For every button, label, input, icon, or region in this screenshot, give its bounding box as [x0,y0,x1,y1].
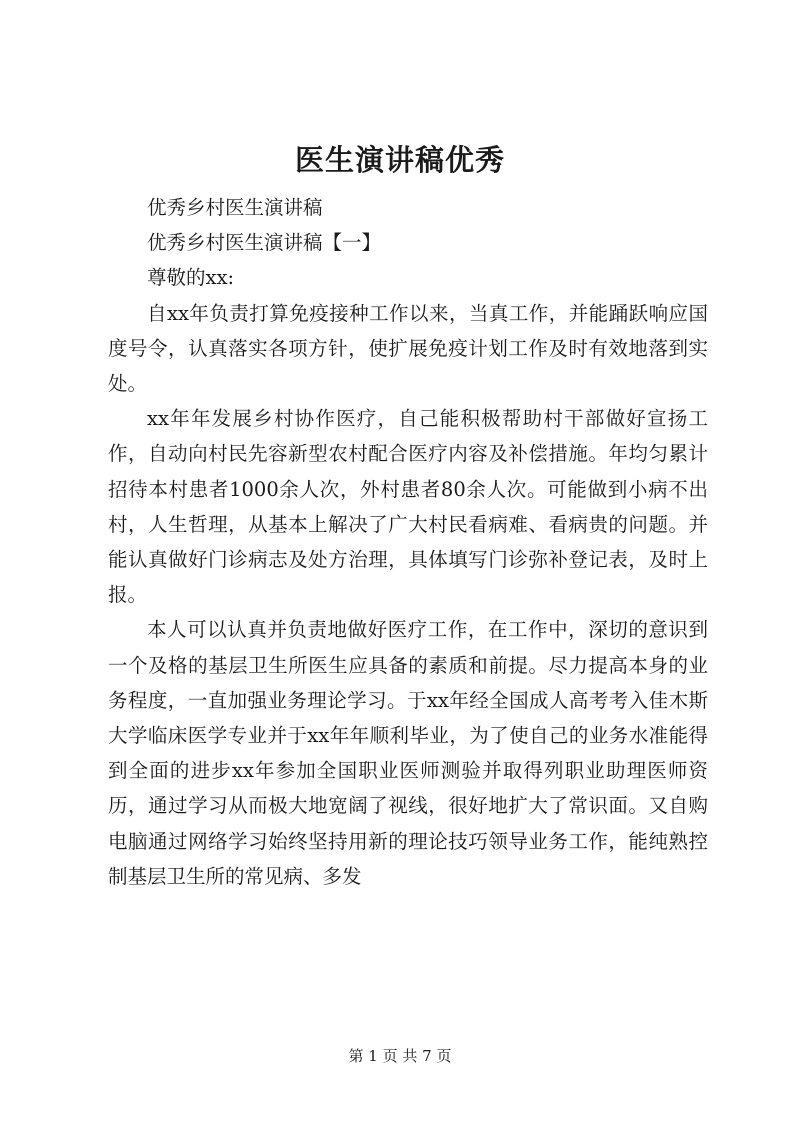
paragraph-immunization: 自xx年负责打算免疫接种工作以来，当真工作，并能踊跃响应国度号令，认真落实各项方针，使扩展免疫计划工作及时有效地落到实处。 [108,301,708,396]
paragraph-section-heading: 优秀乡村医生演讲稿【一】 [147,231,382,255]
paragraph-subtitle: 优秀乡村医生演讲稿 [147,196,323,219]
document-body [108,190,708,894]
paragraph-self-improvement: 本人可以认真并负责地做好医疗工作，在工作中，深切的意识到一个及格的基层卫生所医生应具备的素质和前提。尽力提高本身的业务程度，一直加强业务理论学习。于xx年经全国成人高考考入佳木斯大学临床医学专业并于xx年年顺利毕业，为了使自己的业务水准能得到全面的进步xx年参加全国职业医师测验并取得列职业助理医师资历，通过学习从而极大地宽阔了视线，很好地扩大了常识面。又自购电脑通过网络学习始终坚持用新的理论技巧领导业务工作，能纯熟控制基层卫生所的常见病、多发 [108,618,708,888]
document-title: 医生演讲稿优秀 [294,143,505,177]
paragraph-salutation: 尊敬的xx: [147,266,235,290]
paragraph-cooperative-medical: xx年年发展乡村协作医疗，自己能积极帮助村干部做好宣扬工作，自动向村民先容新型农村配合医疗内容及补偿措施。年均匀累计招待本村患者1000余人次，外村患者80余人次。可能做到小病不出村，人生哲理，从基本上解决了广大村民看病难、看病贵的问题。并能认真做好门诊病志及处方治理，具体填写门诊弥补登记表，及时上报。 [108,407,708,607]
page-footer: 第 1 页 共 7 页 [348,1047,452,1065]
